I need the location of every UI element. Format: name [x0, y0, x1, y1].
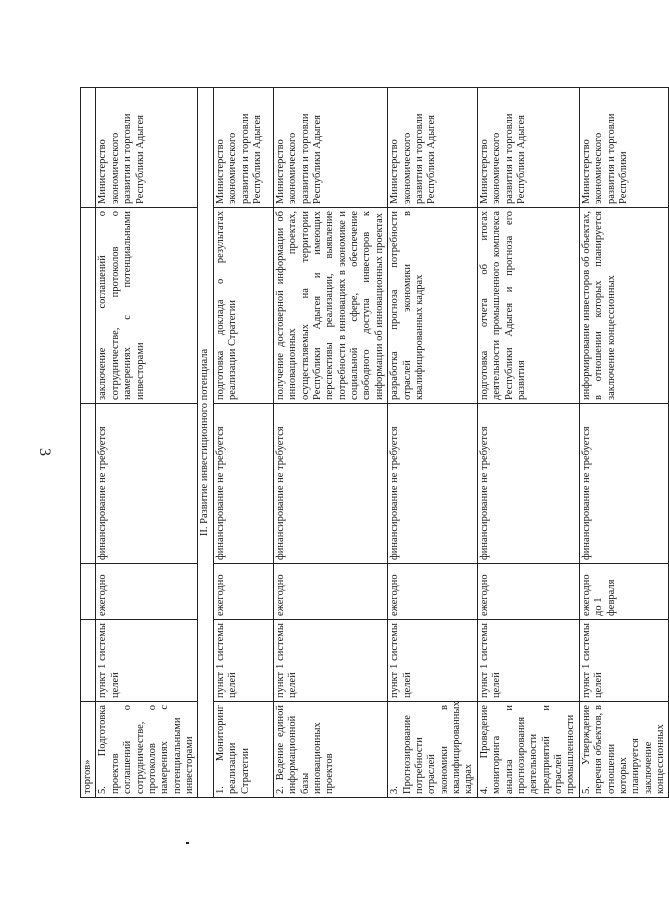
table-row [477, 88, 579, 798]
cell-term: ежегодно [388, 564, 478, 620]
cell-executor: Министерство экономического развития и торговли Республики [579, 88, 669, 208]
page-number: 3 [36, 448, 53, 456]
cell-result: заключение соглашений о сотрудничестве, протоколов о намерениях с потенциальными инвесторами [96, 208, 198, 404]
table-row [388, 88, 478, 798]
section-title: II. Развитие инвестиционного потенциала [198, 88, 213, 798]
speck [186, 842, 189, 844]
cell-funding: финансирование не требуется [388, 404, 478, 564]
cell-funding: финансирование не требуется [579, 404, 669, 564]
cell-name: 5. Подготовка проектов соглашений о сотрудничестве, протоколов о намерениях с потенциальными инвесторами [96, 702, 198, 798]
cell-result: получение достоверной информации об инновационных проектах, осуществляемых на территории Республики Адыгея и имеющих перспективы реализации, выявление потребности в инновациях в экономике и социальной сфере, обеспечение свободного доступа инвесторов к информации об инновационных проектах [273, 208, 387, 404]
action-plan-table [80, 87, 669, 798]
cell-name: 2. Ведение единой информационной базы инновационных проектов [273, 702, 387, 798]
cell-result [81, 208, 96, 404]
cell-executor: Министерство экономического развития и торговли Республики Адыгея [96, 88, 198, 208]
cell-name: 4. Проведение мониторинга анализа и прогнозирования деятельности предприятий и отраслей промышленности [477, 702, 579, 798]
section-row [198, 88, 213, 798]
cell-executor: Министерство экономического развития и торговли Республики Адыгея [388, 88, 478, 208]
table-row [213, 88, 273, 798]
table-row [81, 88, 96, 798]
cell-name: торгов» [81, 702, 96, 798]
cell-target: пункт 1 системы целей [213, 620, 273, 702]
cell-term: ежегодно до 1 февраля [579, 564, 669, 620]
cell-name: 1. Мониторинг реализации Стратегии [213, 702, 273, 798]
cell-target: пункт 1 системы целей [477, 620, 579, 702]
table-row [96, 88, 198, 798]
cell-executor: Министерство экономического развития и торговли Республики Адыгея [213, 88, 273, 208]
table-row [273, 88, 387, 798]
cell-term: ежегодно [96, 564, 198, 620]
cell-target: пункт 1 системы целей [579, 620, 669, 702]
cell-result: разработка прогноза потребности отраслей экономики в квалифицированных кадрах [388, 208, 478, 404]
cell-funding: финансирование не требуется [477, 404, 579, 564]
cell-result: подготовка отчета об итогах деятельности промышленного комплекса Республики Адыгея и прогноза его развития [477, 208, 579, 404]
cell-target [81, 620, 96, 702]
cell-term: ежегодно [477, 564, 579, 620]
cell-name: 3. Прогнозирование потребности отраслей экономики в квалифицированных кадрах [388, 702, 478, 798]
cell-target: пункт 1 системы целей [388, 620, 478, 702]
cell-name: 5. Утверждение перечня объектов, в отношении которых планируется заключение концессионных [579, 702, 669, 798]
cell-executor: Министерство экономического развития и торговли Республики Адыгея [273, 88, 387, 208]
cell-target: пункт 1 системы целей [273, 620, 387, 702]
cell-target: пункт 1 системы целей [96, 620, 198, 702]
cell-executor [81, 88, 96, 208]
cell-funding: финансирование не требуется [96, 404, 198, 564]
cell-term: ежегодно [273, 564, 387, 620]
cell-funding [81, 404, 96, 564]
cell-funding: финансирование не требуется [273, 404, 387, 564]
cell-result: информирование инвесторов об объектах, в отношении которых планируется заключение концессионных [579, 208, 669, 404]
cell-executor: Министерство экономического развития и торговли Республики Адыгея [477, 88, 579, 208]
cell-funding: финансирование не требуется [213, 404, 273, 564]
rotated-page-content [80, 88, 666, 798]
cell-result: подготовка доклада о результатах реализации Стратегии [213, 208, 273, 404]
table-row [579, 88, 669, 798]
cell-term: ежегодно [213, 564, 273, 620]
cell-term [81, 564, 96, 620]
